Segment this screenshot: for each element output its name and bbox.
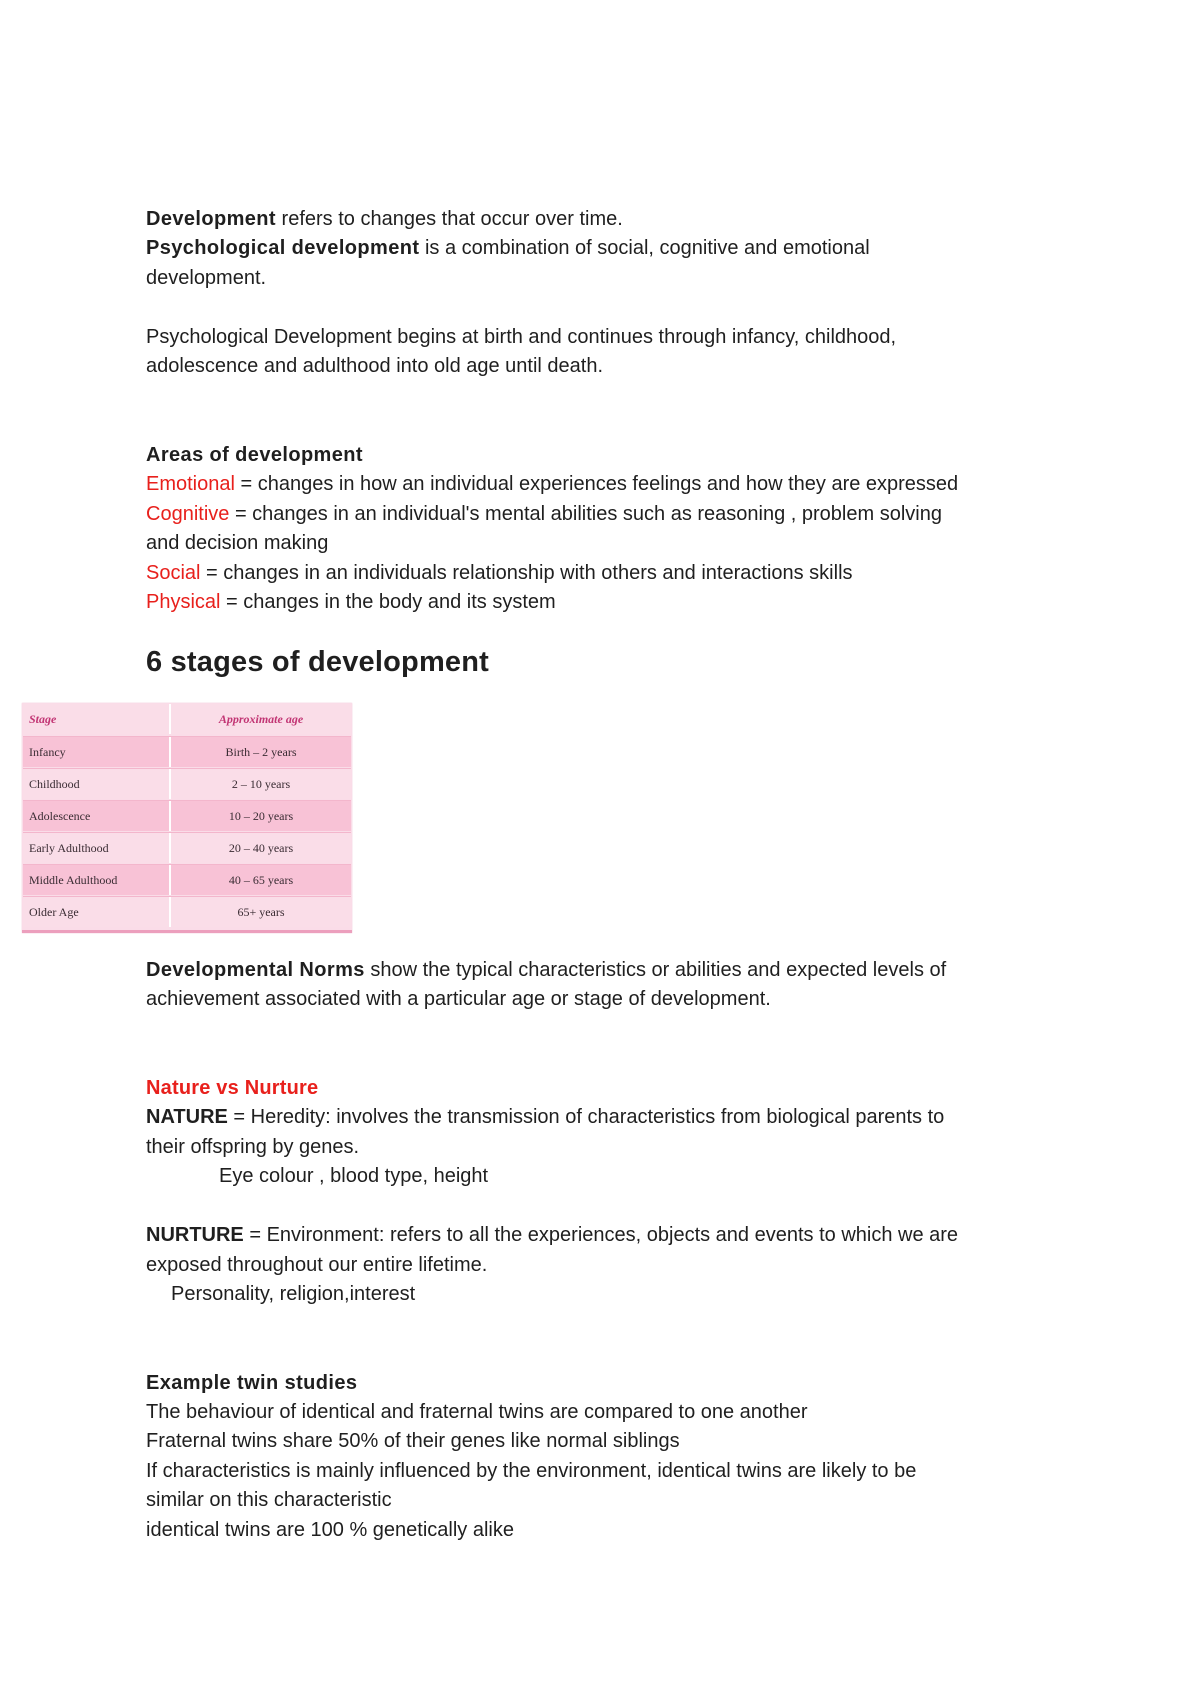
age-cell [171, 704, 351, 734]
stage-cell [23, 737, 171, 767]
stage-table-row [23, 864, 351, 895]
area-social [146, 559, 853, 589]
begins-line1: Psychological Development begins at birth and continues through infancy, childhood, [146, 326, 897, 348]
stage-age: 2 – 10 years [231, 777, 291, 791]
stage-name: Infancy [29, 745, 66, 759]
stage-name: Older Age [29, 905, 79, 919]
norms-term: Developmental Norms [146, 959, 365, 981]
nurture-line1 [146, 1221, 958, 1251]
nurture-example: Personality, religion,interest [171, 1283, 416, 1305]
stage-cell [23, 769, 171, 799]
stage-age: 65+ years [237, 905, 285, 919]
begins-line2: adolescence and adulthood into old age until death. [146, 355, 604, 377]
area-def: = changes in how an individual experiences feelings and how they are expressed [234, 473, 959, 495]
nature-example: Eye colour , blood type, height [219, 1165, 489, 1187]
area-def: = changes in an individuals relationship with others and interactions skills [200, 562, 853, 584]
twins-line: The behaviour of identical and fraternal twins are compared to one another [146, 1401, 808, 1423]
area-term: Physical [146, 591, 221, 613]
area-cognitive-cont: and decision making [146, 532, 329, 554]
area-def: = changes in an individual's mental abilities such as reasoning , problem solving [229, 503, 942, 525]
psych-def-line1: is a combination of social, cognitive and emotional [419, 237, 870, 259]
stage-age: 20 – 40 years [228, 841, 294, 855]
area-term: Social [146, 562, 201, 584]
development-term: Development [146, 208, 276, 230]
twins-line: similar on this characteristic [146, 1489, 392, 1511]
stage-header-label: Stage [29, 712, 57, 726]
stage-table-header [23, 704, 351, 734]
psych-term: Psychological development [146, 237, 420, 259]
stage-name: Adolescence [29, 809, 91, 823]
stage-table-row [23, 896, 351, 927]
nurture-def: = Environment: refers to all the experiences, objects and events to which we are [243, 1224, 959, 1246]
development-def: refers to changes that occur over time. [276, 208, 623, 230]
age-cell [171, 865, 351, 895]
twins-heading: Example twin studies [146, 1372, 358, 1394]
age-cell [171, 833, 351, 863]
stage-table-row [23, 736, 351, 767]
area-term: Emotional [146, 473, 235, 495]
areas-heading: Areas of development [146, 444, 363, 466]
stage-cell [23, 704, 171, 734]
stage-table-bottom-border [22, 930, 352, 933]
stage-name: Childhood [29, 777, 80, 791]
area-def: = changes in the body and its system [220, 591, 556, 613]
age-cell [171, 897, 351, 927]
stage-age: 10 – 20 years [228, 809, 294, 823]
norms-definition [146, 956, 946, 986]
stage-age: 40 – 65 years [228, 873, 294, 887]
twins-line: Fraternal twins share 50% of their genes like normal siblings [146, 1430, 680, 1452]
stage-cell [23, 833, 171, 863]
stage-cell [23, 865, 171, 895]
age-cell [171, 769, 351, 799]
area-term: Cognitive [146, 503, 230, 525]
development-definition [146, 205, 623, 235]
age-cell [171, 737, 351, 767]
stage-table-row [23, 768, 351, 799]
stage-age: Birth – 2 years [225, 745, 297, 759]
nature-line2: their offspring by genes. [146, 1136, 360, 1158]
stage-name: Middle Adulthood [29, 873, 118, 887]
norms-def-line2: achievement associated with a particular age or stage of development. [146, 988, 771, 1010]
twins-line: If characteristics is mainly influenced by the environment, identical twins are likely to be [146, 1460, 917, 1482]
stage-cell [23, 801, 171, 831]
stages-heading: 6 stages of development [146, 646, 490, 678]
stage-table-row [23, 800, 351, 831]
area-physical [146, 588, 556, 618]
norms-def-line1: show the typical characteristics or abilities and expected levels of [364, 959, 947, 981]
nature-nurture-heading: Nature vs Nurture [146, 1077, 319, 1099]
stage-table-row [23, 832, 351, 863]
nurture-line2: exposed throughout our entire lifetime. [146, 1254, 488, 1276]
psych-definition [146, 234, 870, 264]
nature-line1 [146, 1103, 944, 1133]
stages-table-image [22, 703, 352, 933]
psych-def-line2: development. [146, 267, 267, 289]
stage-name: Early Adulthood [29, 841, 109, 855]
area-cognitive [146, 500, 942, 530]
age-header-label: Approximate age [218, 712, 304, 726]
age-cell [171, 801, 351, 831]
nature-def: = Heredity: involves the transmission of characteristics from biological parents to [227, 1106, 945, 1128]
area-emotional [146, 470, 958, 500]
nature-term: NATURE [146, 1106, 228, 1128]
twins-line: identical twins are 100 % genetically alike [146, 1519, 514, 1541]
stage-cell [23, 897, 171, 927]
nurture-term: NURTURE [146, 1224, 244, 1246]
